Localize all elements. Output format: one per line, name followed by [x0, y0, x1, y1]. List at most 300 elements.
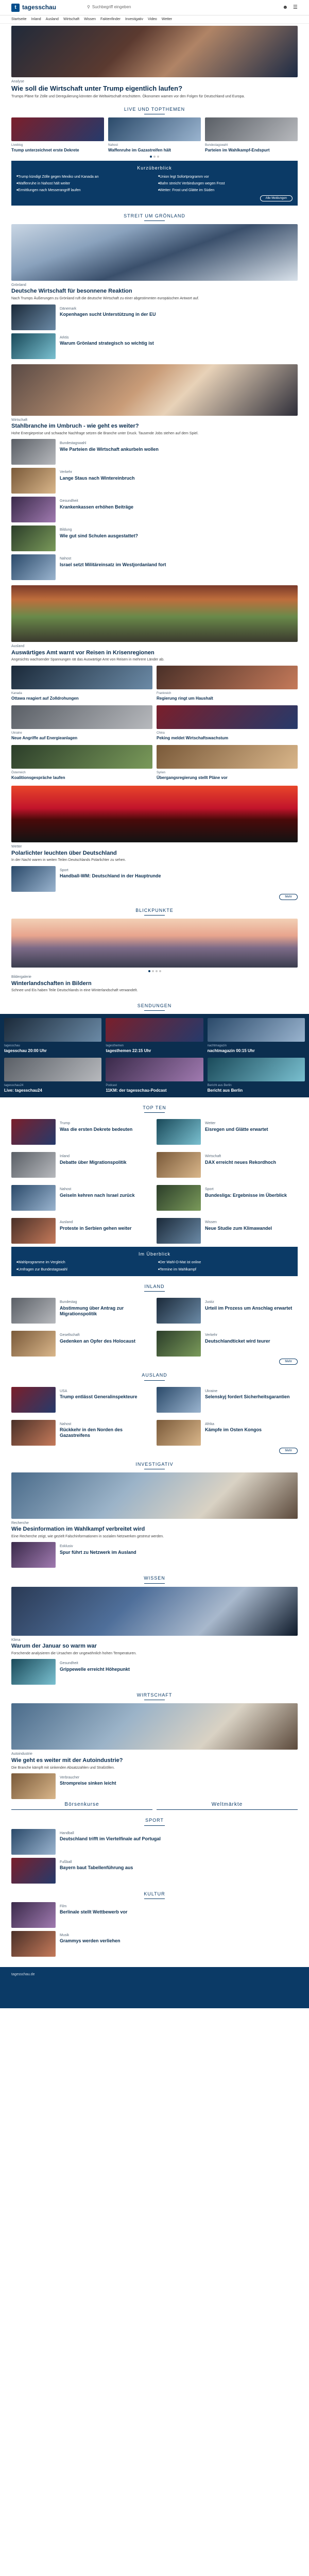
live-thumb[interactable]	[205, 117, 298, 141]
wirtschaft-item[interactable]	[11, 1773, 298, 1799]
story3-thumb[interactable]	[11, 666, 152, 689]
greenland-headline[interactable]: Warum Grönland strategisch so wichtig ist	[60, 341, 154, 346]
nav-item[interactable]: Inland	[31, 17, 41, 21]
kultur-thumb[interactable]	[11, 1902, 56, 1928]
sport-topline: Handball	[60, 1831, 74, 1835]
story4-text	[60, 866, 161, 892]
ausland-headline[interactable]: Selenskyj fordert Sicherheitsgarantien	[205, 1394, 290, 1399]
invest-teaser: Eine Recherche zeigt, wie gezielt Falschinformationen in sozialen Netzwerken gestreut werden.	[11, 1534, 164, 1538]
broadcast-thumb[interactable]	[208, 1018, 305, 1042]
inland-topline: Justiz	[205, 1300, 214, 1304]
ausland-grid	[11, 1384, 298, 1446]
ausland-item[interactable]	[11, 1420, 152, 1446]
kultur-topline: Film	[60, 1904, 67, 1908]
topten-grid	[11, 1116, 298, 1244]
invest-list	[11, 1542, 298, 1568]
story3-headline[interactable]: Koalitionsgespräche laufen	[11, 775, 65, 781]
story3-card[interactable]	[11, 745, 152, 781]
story2-thumb[interactable]	[11, 554, 56, 580]
story2-topline: Bundestagswahl	[60, 442, 87, 446]
topten-thumb[interactable]	[157, 1218, 201, 1244]
topten-text	[60, 1218, 132, 1244]
story2-item[interactable]	[11, 497, 298, 522]
inland-thumb[interactable]	[11, 1331, 56, 1357]
inland-text	[205, 1331, 270, 1357]
story2-headline[interactable]: Krankenkassen erhöhen Beiträge	[60, 504, 134, 510]
topten-topline: Inland	[60, 1155, 70, 1159]
search-field[interactable]	[87, 5, 131, 10]
topten-headline[interactable]: Eisregen und Glätte erwartet	[205, 1126, 268, 1132]
topten-headline[interactable]: Bundesliga: Ergebnisse im Überblick	[205, 1192, 287, 1198]
broadcast-thumb[interactable]	[106, 1018, 203, 1042]
wissen-list	[11, 1659, 298, 1685]
wirtschaft-headline[interactable]: Wie geht es weiter mit der Autoindustrie?	[11, 1757, 123, 1764]
wissen-headline[interactable]: Grippewelle erreicht Höhepunkt	[60, 1666, 130, 1672]
broadcast-card[interactable]	[208, 1018, 305, 1054]
broadcast-headline[interactable]: Bericht aus Berlin	[207, 1088, 243, 1093]
broadcast-headline[interactable]: nachtmagazin 00:15 Uhr	[207, 1048, 255, 1053]
topten-item[interactable]	[11, 1152, 152, 1178]
inland-topline: Gesellschaft	[60, 1333, 80, 1337]
story3-topline: China	[157, 732, 165, 735]
inland-headline[interactable]: Deutschlandticket wird teurer	[205, 1338, 270, 1344]
story2-text	[60, 468, 134, 494]
topten-item[interactable]	[11, 1185, 152, 1211]
story3-headline[interactable]: Neue Angriffe auf Energieanlagen	[11, 736, 78, 741]
topten-headline[interactable]: Geiseln kehren nach Israel zurück	[60, 1192, 135, 1198]
wissen-image[interactable]	[11, 1587, 298, 1636]
topten-text	[60, 1152, 127, 1178]
story4-image[interactable]	[11, 786, 298, 842]
inland-grid	[11, 1295, 298, 1357]
nav-item[interactable]: Wissen	[84, 17, 96, 21]
logo[interactable]	[11, 3, 56, 11]
topten-text	[205, 1119, 268, 1145]
brief-more-button[interactable]: Alle Meldungen	[260, 195, 293, 201]
broadcast-thumb[interactable]	[4, 1018, 101, 1042]
nav-item[interactable]: Wirtschaft	[63, 17, 80, 21]
story3-card[interactable]	[157, 705, 298, 741]
sport-thumb[interactable]	[11, 1829, 56, 1855]
kultur-thumb[interactable]	[11, 1931, 56, 1957]
greenland-topline: Dänemark	[60, 307, 77, 311]
story2-thumb[interactable]	[11, 497, 56, 522]
topten-headline[interactable]: Was die ersten Dekrete bedeuten	[60, 1126, 133, 1132]
search-placeholder: Suchbegriff eingeben	[92, 5, 131, 10]
broadcast-topline: tagesthemen	[106, 1044, 124, 1047]
greenland-topline: Arktis	[60, 335, 69, 340]
story3-headline[interactable]: Regierung ringt um Haushalt	[157, 696, 213, 701]
overview-item[interactable]: ■ Umfragen zur Bundestagswahl	[16, 1267, 151, 1272]
wissen-text	[60, 1659, 130, 1685]
section-ausland-title: AUSLAND	[11, 1372, 298, 1380]
story3-image[interactable]	[11, 585, 298, 642]
story3-topline: Ukraine	[11, 732, 22, 735]
topten-thumb[interactable]	[11, 1119, 56, 1145]
story4-headline[interactable]: Polarlichter leuchten über Deutschland	[11, 850, 117, 856]
story2-text	[60, 497, 133, 522]
greenland-thumb[interactable]	[11, 304, 56, 330]
live-headline[interactable]: Trump unterzeichnet erste Dekrete	[11, 148, 79, 153]
stock-left[interactable]	[11, 1801, 152, 1810]
story2-thumb[interactable]	[11, 439, 56, 465]
broadcast-headline[interactable]: Live: tagesschau24	[4, 1088, 42, 1093]
topten-text	[60, 1185, 135, 1211]
ausland-text	[60, 1387, 138, 1413]
ausland-headline[interactable]: Rückkehr in den Norden des Gazastreifens	[60, 1427, 123, 1438]
live-thumb[interactable]	[108, 117, 201, 141]
section-inland-title: INLAND	[11, 1283, 298, 1292]
greenland-item[interactable]	[11, 304, 298, 330]
story4-item[interactable]	[11, 866, 298, 892]
brief-item[interactable]: ■ Ermittlungen nach Messerangriff laufen	[16, 188, 151, 193]
topten-topline: Trump	[60, 1122, 70, 1126]
story3-card[interactable]	[11, 705, 152, 741]
live-card[interactable]	[11, 117, 104, 153]
ausland-topline: Afrika	[205, 1422, 214, 1426]
inland-thumb[interactable]	[157, 1331, 201, 1357]
overview-item[interactable]: ■ Wahlprogramme im Vergleich	[16, 1260, 151, 1265]
story2-headline[interactable]: Israel setzt Militäreinsatz im Westjordanland fort	[60, 562, 166, 567]
wissen-thumb[interactable]	[11, 1659, 56, 1685]
kultur-list	[11, 1902, 298, 1957]
topten-text	[205, 1185, 287, 1211]
live-headline[interactable]: Waffenruhe im Gazastreifen hält	[108, 148, 171, 153]
story2-headline[interactable]: Stahlbranche im Umbruch - wie geht es weiter?	[11, 423, 139, 430]
invest-thumb[interactable]	[11, 1542, 56, 1568]
story4-list	[11, 866, 298, 892]
greenland-thumb[interactable]	[11, 333, 56, 359]
inland-item[interactable]	[157, 1298, 298, 1324]
story3-thumb[interactable]	[157, 705, 298, 729]
topten-text	[60, 1119, 132, 1145]
story2-thumb[interactable]	[11, 468, 56, 494]
section-invest-title: INVESTIGATIV	[11, 1461, 298, 1469]
sport-headline[interactable]: Bayern baut Tabellenführung aus	[60, 1865, 133, 1871]
story3-headline[interactable]: Ottawa reagiert auf Zolldrohungen	[11, 696, 79, 701]
blick-image[interactable]	[11, 919, 298, 968]
nav-item[interactable]: Wetter	[161, 17, 173, 21]
topten-item[interactable]	[157, 1119, 298, 1145]
broadcast-topline: Podcast	[106, 1083, 117, 1087]
nav-item[interactable]: Ausland	[45, 17, 59, 21]
send-grid	[4, 1018, 305, 1093]
inland-item[interactable]	[11, 1331, 152, 1357]
topten-item[interactable]	[157, 1152, 298, 1178]
topten-thumb[interactable]	[157, 1152, 201, 1178]
site-footer	[0, 1967, 309, 2008]
broadcast-thumb[interactable]	[208, 1058, 305, 1081]
sport-text	[60, 1858, 133, 1884]
broadcast-thumb[interactable]	[4, 1058, 101, 1081]
sport-list	[11, 1829, 298, 1884]
live-topline: Liveblog	[11, 144, 23, 147]
sport-text	[60, 1829, 161, 1855]
nav-item[interactable]: Video	[147, 17, 157, 21]
broadcast-headline[interactable]: tagesschau 20:00 Uhr	[4, 1048, 47, 1053]
sport-thumb[interactable]	[11, 1858, 56, 1884]
topten-headline[interactable]: Proteste in Serbien gehen weiter	[60, 1225, 132, 1231]
ausland-item[interactable]	[157, 1420, 298, 1446]
top-story-image[interactable]	[11, 26, 298, 77]
kultur-text	[60, 1931, 121, 1957]
wissen-item[interactable]	[11, 1659, 298, 1685]
greenland-teaser: Nach Trumps Äußerungen zu Grönland ruft die deutsche Wirtschaft zu einer abgestimmten europäischen Antwort auf.	[11, 297, 199, 301]
story2-teaser: Hohe Energiepreise und schwache Nachfrage setzen die Branche unter Druck. Tausende Jobs stehen auf dem Spiel.	[11, 431, 199, 435]
broadcast-card[interactable]	[4, 1018, 101, 1054]
kultur-headline[interactable]: Grammys werden verliehen	[60, 1938, 121, 1944]
live-topline: Bundestagswahl	[205, 144, 228, 147]
ausland-thumb[interactable]	[157, 1420, 201, 1446]
stock-right[interactable]	[157, 1801, 298, 1810]
story3-topline: Österreich	[11, 771, 26, 775]
kultur-item[interactable]	[11, 1931, 298, 1957]
story3-thumb[interactable]	[11, 705, 152, 729]
nav-item[interactable]: Investigativ	[125, 17, 143, 21]
story2-image[interactable]	[11, 364, 298, 416]
section-sport-title: SPORT	[11, 1817, 298, 1825]
greenland-item[interactable]	[11, 333, 298, 359]
menu-icon[interactable]: ☰	[293, 4, 298, 10]
user-icon[interactable]: ☻	[282, 4, 288, 10]
ausland-item[interactable]	[11, 1387, 152, 1413]
overview-title: Im Überblick	[138, 1251, 170, 1257]
broadcast-thumb[interactable]	[106, 1058, 203, 1081]
ausland-thumb[interactable]	[11, 1387, 56, 1413]
overview-item[interactable]: ■ Der Wahl-O-Mat ist online	[158, 1260, 293, 1265]
story4-thumb[interactable]	[11, 866, 56, 892]
inland-item[interactable]	[11, 1298, 152, 1324]
story4-teaser: In der Nacht waren in weiten Teilen Deutschlands Polarlichter zu sehen.	[11, 858, 126, 862]
broadcast-topline: Bericht aus Berlin	[207, 1083, 232, 1087]
inland-topline: Bundestag	[60, 1300, 77, 1304]
wirtschaft-text	[60, 1773, 116, 1799]
top-story-headline[interactable]: Wie soll die Wirtschaft unter Trump eigentlich laufen?	[11, 84, 183, 93]
invest-image[interactable]	[11, 1472, 298, 1519]
story2-headline[interactable]: Wie Parteien die Wirtschaft ankurbeln wollen	[60, 446, 159, 452]
sport-topline: Fußball	[60, 1860, 72, 1864]
broadcast-topline: tagesschau	[4, 1044, 20, 1047]
blick-dots[interactable]	[11, 970, 298, 972]
story3-topline: Frankreich	[157, 691, 171, 695]
invest-headline[interactable]: Wie Desinformation im Wahlkampf verbreitet wird	[11, 1526, 145, 1533]
inland-thumb[interactable]	[157, 1298, 201, 1324]
inland-text	[60, 1298, 152, 1324]
greenland-headline[interactable]: Deutsche Wirtschaft für besonnene Reaktion	[11, 288, 132, 295]
story2-text	[60, 526, 138, 551]
inland-headline[interactable]: Urteil im Prozess um Anschlag erwartet	[205, 1305, 293, 1311]
wirtschaft-teaser: Die Branche kämpft mit sinkenden Absatzzahlen und Strafzöllen.	[11, 1766, 115, 1770]
wissen-headline[interactable]: Warum der Januar so warm war	[11, 1642, 97, 1649]
topten-item[interactable]	[157, 1218, 298, 1244]
topten-item[interactable]	[157, 1185, 298, 1211]
live-thumb[interactable]	[11, 117, 104, 141]
more-button[interactable]: Mehr	[279, 894, 298, 900]
section-blick-title: BLICKPUNKTE	[11, 907, 298, 916]
story4-headline[interactable]: Handball-WM: Deutschland in der Hauptrunde	[60, 873, 161, 879]
wirtschaft-headline[interactable]: Strompreise sinken leicht	[60, 1781, 116, 1786]
broadcast-card[interactable]	[4, 1058, 101, 1093]
inland-headline[interactable]: Gedenken an Opfer des Holocaust	[60, 1338, 136, 1344]
main-nav	[0, 15, 309, 24]
inland-more-button[interactable]: Mehr	[279, 1359, 298, 1365]
invest-topline: Exklusiv	[60, 1545, 73, 1549]
story3-topline: Syrien	[157, 771, 166, 775]
broadcast-topline: nachtmagazin	[207, 1044, 227, 1047]
ausland-headline[interactable]: Trump entlässt Generalinspekteure	[60, 1394, 138, 1399]
top-story-topline: Analyse	[11, 80, 24, 83]
kultur-item[interactable]	[11, 1902, 298, 1928]
topten-thumb[interactable]	[11, 1185, 56, 1211]
story2-list	[11, 439, 298, 580]
greenland-text	[60, 304, 156, 330]
brief-item[interactable]: ■ Union legt Sofortprogramm vor	[158, 175, 293, 179]
topten-headline[interactable]: DAX erreicht neues Rekordhoch	[205, 1159, 277, 1165]
story2-headline[interactable]: Wie gut sind Schulen ausgestattet?	[60, 533, 138, 538]
live-grid	[11, 117, 298, 153]
story3-thumb[interactable]	[11, 745, 152, 769]
live-topline: Nahost	[108, 144, 118, 147]
story2-item[interactable]	[11, 468, 298, 494]
overview-box	[11, 1247, 298, 1276]
topten-topline: Nahost	[60, 1188, 72, 1192]
topten-headline[interactable]: Neue Studie zum Klimawandel	[205, 1225, 272, 1231]
ausland-thumb[interactable]	[11, 1420, 56, 1446]
live-card[interactable]	[108, 117, 201, 153]
story2-topline: Bildung	[60, 528, 72, 532]
invest-headline[interactable]: Spur führt zu Netzwerk im Ausland	[60, 1549, 136, 1555]
logo-mark: t	[11, 4, 20, 12]
blick-teaser: Schnee und Eis haben Teile Deutschlands in eine Winterlandschaft verwandelt.	[11, 989, 138, 993]
topten-topline: Ausland	[60, 1221, 73, 1225]
story3-headline[interactable]: Peking meldet Wirtschaftswachstum	[157, 736, 229, 741]
topten-item[interactable]	[11, 1218, 152, 1244]
section-send-title: SENDUNGEN	[0, 1003, 309, 1011]
wirtschaft-topline: Autoindustrie	[11, 1752, 32, 1756]
greenland-list	[11, 304, 298, 359]
ausland-thumb[interactable]	[157, 1387, 201, 1413]
inland-thumb[interactable]	[11, 1298, 56, 1324]
brief-box	[11, 161, 298, 206]
greenland-headline[interactable]: Kopenhagen sucht Unterstützung in der EU	[60, 312, 156, 317]
topten-text	[205, 1152, 276, 1178]
kultur-headline[interactable]: Berlinale stellt Wettbewerb vor	[60, 1909, 128, 1915]
brief-item[interactable]: ■ Bahn streicht Verbindungen wegen Frost	[158, 181, 293, 186]
inland-text	[60, 1331, 135, 1357]
invest-item[interactable]	[11, 1542, 298, 1568]
nav-item[interactable]: Startseite	[11, 17, 27, 21]
wirtschaft-thumb[interactable]	[11, 1773, 56, 1799]
brief-item[interactable]: ■ Wetter: Frost und Glätte im Süden	[158, 188, 293, 193]
ausland-text	[60, 1420, 152, 1446]
logo-text: tagesschau	[22, 4, 57, 11]
topten-topline: Wetter	[205, 1122, 216, 1126]
story3-card[interactable]	[11, 666, 152, 701]
footer-text: tagesschau.de	[11, 1972, 35, 1976]
ausland-topline: Ukraine	[205, 1389, 218, 1393]
story2-headline[interactable]: Lange Staus nach Wintereinbruch	[60, 475, 135, 481]
live-card[interactable]	[205, 117, 298, 153]
carousel-dots[interactable]	[11, 156, 298, 158]
story3-thumb[interactable]	[157, 666, 298, 689]
section-wissen-title: WISSEN	[11, 1575, 298, 1583]
wirtschaft-topline: Verbraucher	[60, 1775, 80, 1780]
overview-list	[16, 1260, 293, 1272]
ausland-text	[205, 1420, 262, 1446]
stock-right-title: Weltmärkte	[211, 1801, 243, 1807]
live-headline[interactable]: Parteien im Wahlkampf-Endspurt	[205, 148, 270, 153]
topten-thumb[interactable]	[157, 1185, 201, 1211]
topten-thumb[interactable]	[11, 1218, 56, 1244]
story2-item[interactable]	[11, 554, 298, 580]
broadcast-card[interactable]	[208, 1058, 305, 1093]
sport-item[interactable]	[11, 1858, 298, 1884]
topten-thumb[interactable]	[157, 1119, 201, 1145]
inland-item[interactable]	[157, 1331, 298, 1357]
story2-topline: Nahost	[60, 557, 72, 561]
ausland-headline[interactable]: Kämpfe im Osten Kongos	[205, 1427, 262, 1432]
section-topten-title: TOP TEN	[11, 1105, 298, 1113]
story2-text	[60, 439, 159, 465]
story3-grid	[11, 666, 298, 781]
brief-list	[16, 175, 293, 193]
broadcast-headline[interactable]: 11KM: der tagesschau-Podcast	[106, 1088, 167, 1093]
story3-headline[interactable]: Auswärtiges Amt warnt vor Reisen in Krisenregionen	[11, 649, 154, 656]
ausland-item[interactable]	[157, 1387, 298, 1413]
blick-headline[interactable]: Winterlandschaften in Bildern	[11, 980, 92, 987]
topten-item[interactable]	[11, 1119, 152, 1145]
wirtschaft-image[interactable]	[11, 1703, 298, 1750]
brief-item[interactable]: ■ Waffenruhe in Nahost hält weiter	[16, 181, 151, 186]
greenland-image[interactable]	[11, 224, 298, 281]
story3-headline[interactable]: Übergangsregierung stellt Pläne vor	[157, 775, 228, 781]
story3-card[interactable]	[157, 745, 298, 781]
section-greenland-title: STREIT UM GRÖNLAND	[11, 213, 298, 221]
topten-topline: Wissen	[205, 1221, 217, 1225]
wissen-teaser: Forschende analysieren die Ursachen der ungewöhnlich hohen Temperaturen.	[11, 1651, 137, 1655]
site-header	[0, 0, 309, 15]
story2-thumb[interactable]	[11, 526, 56, 551]
broadcast-card[interactable]	[106, 1058, 203, 1093]
topten-thumb[interactable]	[11, 1152, 56, 1178]
story2-item[interactable]	[11, 526, 298, 551]
overview-item[interactable]: ■ Termine im Wahlkampf	[158, 1267, 293, 1272]
broadcast-card[interactable]	[106, 1018, 203, 1054]
story2-topline: Gesundheit	[60, 499, 78, 503]
inland-headline[interactable]: Abstimmung über Antrag zur Migrationspolitik	[60, 1305, 124, 1316]
story2-item[interactable]	[11, 439, 298, 465]
ausland-topline: Nahost	[60, 1422, 72, 1426]
story2-topline: Wirtschaft	[11, 418, 28, 422]
invest-text	[60, 1542, 136, 1568]
sport-item[interactable]	[11, 1829, 298, 1855]
broadcast-headline[interactable]: tagesthemen 22:15 Uhr	[106, 1048, 151, 1053]
stock-links	[11, 1801, 298, 1810]
broadcasts-panel	[0, 1014, 309, 1097]
story3-topline: Kanada	[11, 691, 22, 695]
story3-topline: Ausland	[11, 645, 25, 649]
inland-text	[205, 1298, 292, 1324]
story3-thumb[interactable]	[157, 745, 298, 769]
top-story-teaser: Trumps Pläne für Zölle und Deregulierung könnten die Weltwirtschaft erschüttern. Ökonomen warnen vor den Folgen für Deutschland und Europa.	[11, 94, 245, 98]
brief-item[interactable]: ■ Trump kündigt Zölle gegen Mexiko und Kanada an	[16, 175, 151, 179]
story3-card[interactable]	[157, 666, 298, 701]
nav-item[interactable]: Faktenfinder	[100, 17, 121, 21]
blick-topline: Bildergalerie	[11, 975, 31, 979]
sport-headline[interactable]: Deutschland trifft im Viertelfinale auf Portugal	[60, 1836, 161, 1842]
topten-headline[interactable]: Debatte über Migrationspolitik	[60, 1159, 127, 1165]
ausland-more-button[interactable]: Mehr	[279, 1448, 298, 1454]
